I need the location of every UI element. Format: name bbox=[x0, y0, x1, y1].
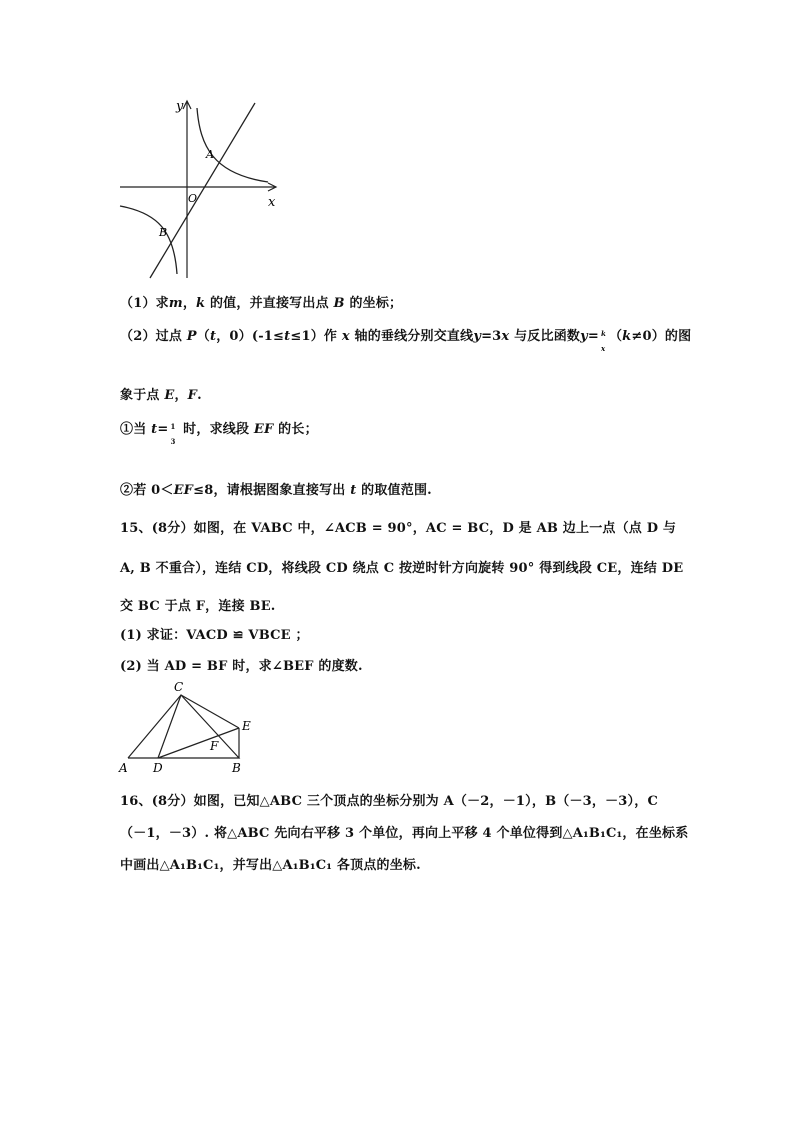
q16-line1: 16、(8分）如图，已知△ABC 三个顶点的坐标分别为 A（－2，－1），B（－3，－3），C bbox=[120, 794, 659, 809]
origin-label: O bbox=[188, 192, 198, 205]
fraction-one-third: 1 3 bbox=[170, 421, 176, 446]
q15-line1: 15、(8分）如图，在 VABC 中，∠ACB = 90°，AC = BC，D 是 AB 边上一点（点 D 与 bbox=[120, 521, 677, 536]
q15-line3: 交 BC 于点 F，连接 BE. bbox=[120, 599, 276, 614]
x-axis-label: x bbox=[268, 195, 276, 210]
hyperbola-branch-lower bbox=[120, 206, 177, 274]
q16-line2: （－1，－3）. 将△ABC 先向右平移 3 个单位，再向上平移 4 个单位得到△A₁B₁C₁，在坐标系 bbox=[120, 826, 689, 841]
q16-line3: 中画出△A₁B₁C₁，并写出△A₁B₁C₁ 各顶点的坐标. bbox=[120, 858, 421, 873]
point-b-label: B bbox=[159, 226, 168, 239]
segment-de bbox=[158, 728, 239, 758]
point-d-label: D bbox=[153, 761, 163, 775]
y-axis-label: y bbox=[176, 99, 184, 114]
q15-line4: (1) 求证：VACD ≌ VBCE ； bbox=[120, 628, 309, 643]
triangle-figure bbox=[114, 680, 264, 778]
q15-line5: (2) 当 AD = BF 时，求∠BEF 的度数. bbox=[120, 659, 363, 674]
q14-sub1: ①当 t= 1 3 时，求线段 EF 的长； bbox=[120, 421, 318, 446]
point-a-label: A bbox=[206, 148, 214, 161]
q14-part2-continued: 象于点 E，F. bbox=[120, 388, 202, 403]
point-e-label: E bbox=[242, 719, 251, 733]
segment-cd bbox=[158, 695, 181, 758]
linear-function-line bbox=[150, 103, 255, 278]
point-c-label: C bbox=[174, 680, 184, 694]
point-f-label: F bbox=[210, 739, 219, 753]
fraction-k-over-x: k x bbox=[600, 328, 607, 353]
segment-ce bbox=[181, 695, 239, 728]
q14-part2: （2）过点 P（t，0）(-1≤t≤1）作 x 轴的垂线分别交直线y=3x 与反比函数y= k x （k≠0）的图 bbox=[120, 328, 692, 353]
q14-part1: （1）求m，k 的值，并直接写出点 B 的坐标； bbox=[120, 296, 403, 311]
point-b-label: B bbox=[232, 761, 241, 775]
hyperbola-branch-upper bbox=[197, 108, 268, 182]
function-graph bbox=[118, 96, 288, 281]
point-a-label: A bbox=[119, 761, 128, 775]
q15-line2: A, B 不重合），连结 CD，将线段 CD 绕点 C 按逆时针方向旋转 90° 得到线段 CE，连结 DE bbox=[120, 561, 684, 576]
q14-sub2: ②若 0＜EF≤8，请根据图象直接写出 t 的取值范围. bbox=[120, 483, 432, 498]
